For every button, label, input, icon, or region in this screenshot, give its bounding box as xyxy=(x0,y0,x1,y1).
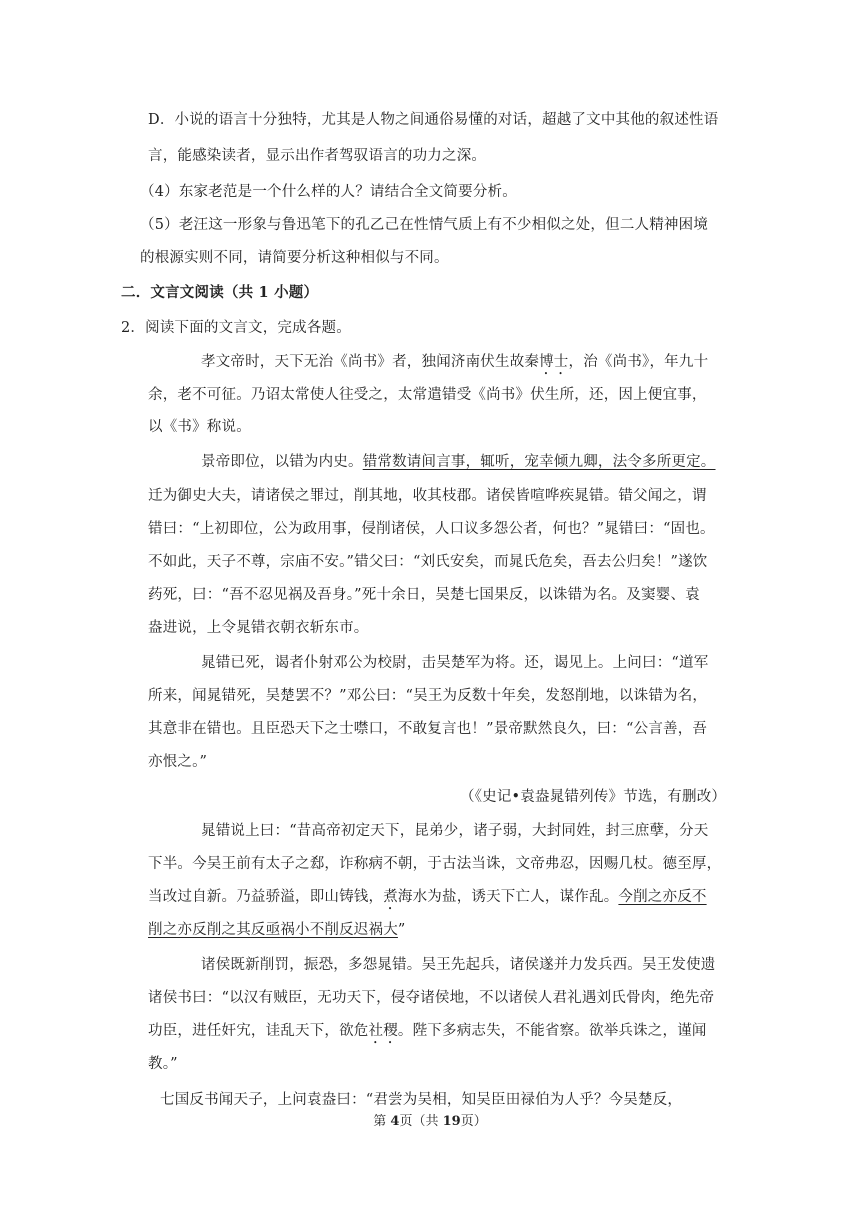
passage-p3-line-4: 亦恨之。” xyxy=(148,754,208,770)
passage-p2-line-1 xyxy=(201,452,716,472)
emphasized-word: 社稷 xyxy=(368,1023,398,1039)
text-segment: 景帝即位，以错为内史。 xyxy=(201,454,363,470)
passage-p4-line-2: 下半。今吴王前有太子之郄，诈称病不朝，于古法当诛，文帝弗忍，因赐几杖。德至厚， xyxy=(148,856,722,872)
emphasized-word: 煮 xyxy=(383,889,398,905)
section-title: 二．文言文阅读（共 1 小题） xyxy=(121,284,319,301)
underlined-sentence: 今削之亦反不 xyxy=(618,889,707,905)
passage-p3-line-3: 其意非在错也。且臣恐天下之士噤口，不敢复言也！”景帝默然良久，曰：“公言善，吾 xyxy=(148,721,708,737)
question-5-line-1: （5）老汪这一形象与鲁迅笔下的孔乙己在性情气质上有不少相似之处，但二人精神困境 xyxy=(140,217,709,233)
footer-suffix: 页） xyxy=(460,1114,487,1129)
question-4: （4）东家老范是一个什么样的人？请结合全文简要分析。 xyxy=(140,184,517,200)
passage-p2-line-6: 盎进说，上令晁错衣朝衣斩东市。 xyxy=(148,620,369,636)
option-d-line-2: 言，能感染读者，显示出作者驾驭语言的功力之深。 xyxy=(148,148,487,164)
passage-p2-line-4: 不如此，天子不尊，宗庙不安。”错父曰：“刘氏安矣，而晁氏危矣，吾去公归矣！”遂饮 xyxy=(148,554,708,570)
passage-p4-line-3 xyxy=(148,887,707,913)
question-2-prompt: 2．阅读下面的文言文，完成各题。 xyxy=(121,320,351,336)
page-footer xyxy=(0,1113,860,1131)
passage-p1-line-2: 余，老不可征。乃诏太常使人往受之，太常遣错受《尚书》伏生所，还，因上便宜事， xyxy=(148,387,707,403)
text-segment: 孝文帝时，天下无治《尚书》者，独闻济南伏生故秦 xyxy=(201,354,540,370)
footer-prefix: 第 xyxy=(373,1114,391,1129)
passage-p5-line-3 xyxy=(148,1021,707,1047)
page-total: 19 xyxy=(442,1114,461,1129)
question-5-line-2: 的根源实则不同，请简要分析这种相似与不同。 xyxy=(140,250,449,266)
passage-p2-line-3: 错曰：“上初即位，公为政用事，侵削诸侯，人口议多怨公者，何也？”晁错曰：“固也。 xyxy=(148,521,715,537)
passage-p6-line-1: 七国反书闻天子，上问袁盎曰：“君尝为吴相，知吴臣田禄伯为人乎？今吴楚反， xyxy=(160,1092,683,1108)
passage-p3-line-2: 所来，闻晁错死，吴楚罢不？”邓公曰：“吴王为反数十年矣，发怒削地，以诛错为名， xyxy=(148,688,708,704)
footer-middle: 页（共 xyxy=(399,1114,443,1129)
passage-p4-line-1: 晁错说上曰：“昔高帝初定天下，昆弟少，诸子弱，大封同姓，封三庶孽，分天 xyxy=(201,823,709,839)
underlined-sentence: 错常数请间言事，辄听，宠幸倾九卿，法令多所更定。 xyxy=(362,454,716,470)
passage-p1-line-1 xyxy=(201,352,708,378)
text-segment: 功臣，进任奸宄，诖乱天下，欲危 xyxy=(148,1023,369,1039)
passage-p2-line-5: 药死，曰：“吾不忍见祸及吾身。”死十余日，吴楚七国果反，以诛错为名。及窦婴、袁 xyxy=(148,587,700,603)
text-segment: 海水为盐，诱天下亡人，谋作乱。 xyxy=(397,889,619,905)
passage-p1-line-3: 以《书》称说。 xyxy=(148,419,251,435)
text-segment: ” xyxy=(397,922,406,938)
passage-p2-line-2: 迁为御史大夫，请诸侯之罪过，削其地，收其枝郡。诸侯皆喧哗疾晁错。错父闻之，谓 xyxy=(148,488,707,504)
option-d-line-1: D．小说的语言十分独特，尤其是人物之间通俗易懂的对话，超越了文中其他的叙述性语 xyxy=(148,112,719,128)
underlined-sentence: 削之亦反削之其反亟祸小不削反迟祸大 xyxy=(148,922,398,938)
text-segment: 。陛下多病志失，不能省察。欲举兵诛之，谨闻 xyxy=(397,1023,707,1039)
text-segment: ，治《尚书》，年九十 xyxy=(568,354,709,370)
passage-p4-line-4 xyxy=(148,920,406,940)
passage-p3-line-1: 晁错已死，谒者仆射邓公为校尉，击吴楚军为将。还，谒见上。上问曰：“道军 xyxy=(201,655,709,671)
passage-p5-line-1: 诸侯既新削罚，振恐，多怨晁错。吴王先起兵，诸侯遂并力发兵西。吴王发使遗 xyxy=(201,957,716,973)
emphasized-word: 博士 xyxy=(539,354,569,370)
source-citation: （《史记•袁盎晁错列传》节选，有删改） xyxy=(460,789,727,805)
text-segment: 当改过自新。乃益骄溢，即山铸钱， xyxy=(148,889,384,905)
passage-p5-line-2: 诸侯书曰：“以汉有贼臣，无功天下，侵夺诸侯地，不以诸侯人君礼遇刘氏骨肉，绝先帝 xyxy=(148,990,715,1006)
page-number: 4 xyxy=(390,1114,400,1129)
passage-p5-line-4: 教。” xyxy=(148,1056,178,1072)
